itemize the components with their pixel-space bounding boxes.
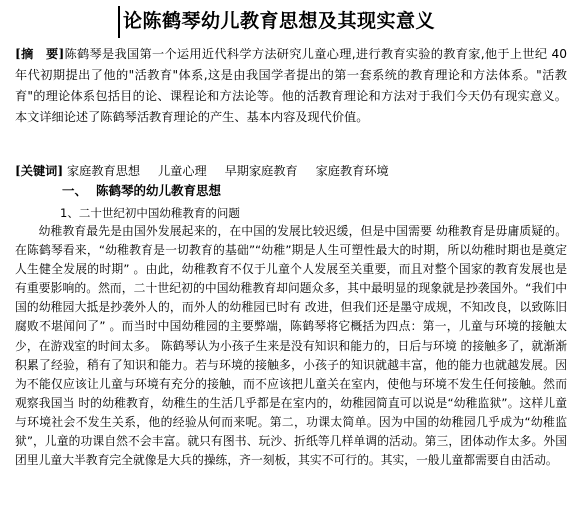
keyword-item: 家庭教育思想 [66, 164, 141, 178]
section-title: 陈鹤琴的幼儿教育思想 [96, 183, 222, 198]
keywords-label: [关键词] [15, 164, 64, 178]
keyword-item: 早期家庭教育 [224, 164, 298, 178]
abstract-text: 陈鹤琴是我国第一个运用近代科学方法研究儿童心理,进行教育实验的教育家,他于上世纪 40 年代初期提出了他的"活教育"体系,这是由我国学者提出的第一套系统的教育理论和方法体系。"活教育"的理论体系包括目的论、课程论和方法论等。他的活教育理论和方法对于我们今天仍有现实意义。本文详细论述了陈鹤琴活教育理论的产生、基本内容及现代价值。 [15, 47, 567, 124]
abstract-paragraph [15, 44, 567, 128]
keywords-line [15, 162, 567, 180]
document-title: 论陈鹤琴幼儿教育思想及其现实意义 [123, 10, 436, 32]
subsection-heading: 1、二十世纪初中国幼稚教育的问题 [60, 206, 240, 220]
section-number: 一、 [62, 183, 88, 198]
body-paragraph: 幼稚教育最先是由国外发展起来的，在中国的发展比较迟缓，但是中国需要 幼稚教育是毋庸质疑的。在陈鹤琴看来，“幼稚教育是一切教育的基础”“幼稚”期是人生可塑性最大的时期，所以幼稚时期也是奠定人生健全发展的时期” 。由此，幼稚教育不仅于儿童个人发展至关重要，而且对整个国家的教育发展也是有重要影响的。然而，二十世纪初的中国幼稚教育却问题众多，其中最明显的现象就是抄袭国外。“我们中国的幼稚园大抵是抄袭外人的，而外人的幼稚园已时有 改进，但我们还是墨守成规，不知改良，以致陈旧腐败不堪闻问了” 。而当时中国幼稚园的主要弊端，陈鹤琴将它概括为四点：第一，儿童与环境的接触太少，在游戏室的时间太多。 陈鹤琴认为小孩子生来是没有知识和能力的，日后与环境 的接触多了，就渐渐积累了经验，稍有了知识和能力。若与环境的接触多，小孩子的知识就越丰富，他的能力也就越发展。因为不能仅应该让儿童与环境有充分的接触，而不应该把儿童关在室内，使他与环境不发生任何接触。然而观察我国当 时的幼稚教育，幼稚生的生活几乎都是在室内的，幼稚园简直可以说是“幼稚监狱”。这样儿童与环境社会不发生关系，他的经验从何而来呢。第二，功课太简单。因为中国的幼稚园几乎成为“幼稚监狱”，儿童的功课自然不会丰富。就只有图书、玩沙、折纸等几样单调的活动。第三，团体动作太多。外国团里儿童大半教育完全就像是大兵的操练，齐一刻板，其实不可行的。其实，一般儿童都需要自由活动。 [15, 224, 567, 468]
title-block [118, 6, 435, 38]
keyword-item: 家庭教育环境 [315, 164, 389, 178]
keyword-item: 儿童心理 [157, 164, 207, 178]
abstract-label: [摘 要] [15, 47, 65, 61]
section-heading [62, 182, 221, 200]
